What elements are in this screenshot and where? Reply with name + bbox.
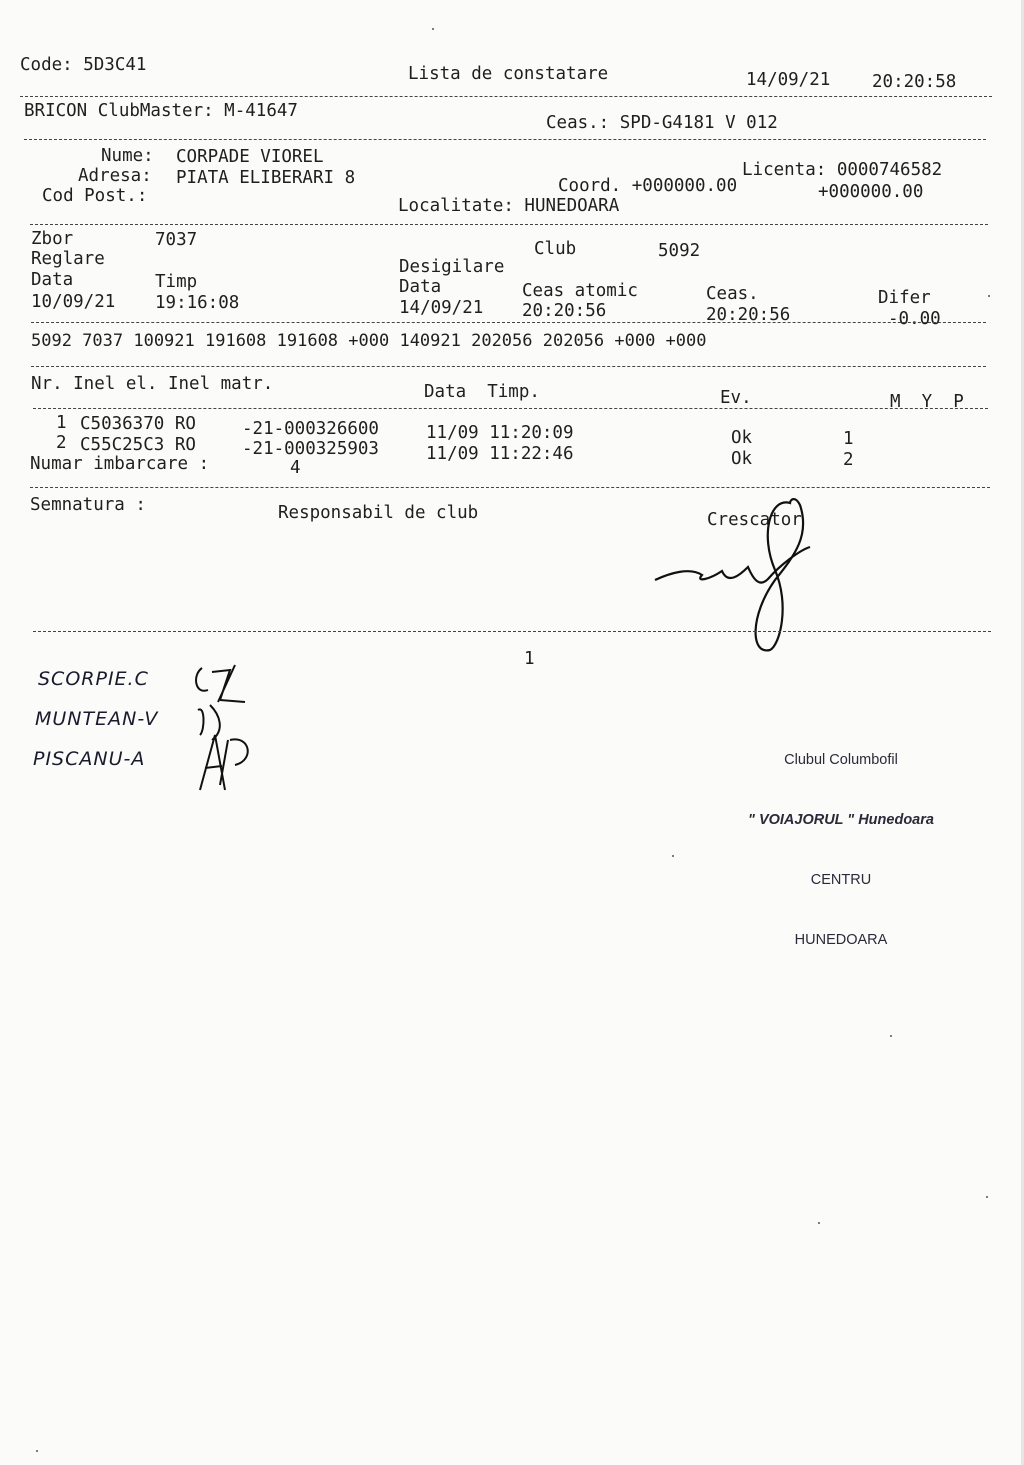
clock-id: Ceas.: SPD-G4181 V 012 bbox=[546, 113, 778, 133]
paper-speck bbox=[432, 28, 434, 30]
paper-speck bbox=[986, 1196, 988, 1198]
coordinate: Coord. +000000.00 bbox=[558, 176, 738, 196]
club-value: 5092 bbox=[658, 241, 701, 261]
reglare-date: 10/09/21 bbox=[31, 292, 116, 312]
locality: Localitate: HUNEDOARA bbox=[398, 196, 620, 216]
page-number: 1 bbox=[524, 649, 535, 669]
stamp-line: HUNEDOARA bbox=[794, 932, 888, 948]
desigilare-label: Desigilare bbox=[399, 257, 505, 277]
difer-value: -0.00 bbox=[888, 309, 941, 329]
handwritten-name: PISCANU-A bbox=[33, 748, 146, 770]
handwritten-name: MUNTEAN-V bbox=[35, 708, 159, 730]
club-responsible-label: Responsabil de club bbox=[278, 503, 479, 523]
event-status: Ok bbox=[731, 449, 753, 469]
paper-speck bbox=[890, 1035, 892, 1037]
coordinate-2: +000000.00 bbox=[818, 182, 924, 202]
row-number: 1 bbox=[56, 413, 67, 433]
document-title: Lista de constatare bbox=[408, 64, 609, 84]
ceas-atomic-value: 20:20:56 bbox=[522, 301, 607, 321]
code-line: 5092 7037 100921 191608 191608 +000 140921 202056 202056 +000 +000 bbox=[31, 331, 707, 351]
desig-date: 14/09/21 bbox=[399, 298, 484, 318]
system-id: BRICON ClubMaster: M-41647 bbox=[24, 101, 298, 121]
ring-matr: -21-000325903 bbox=[242, 439, 379, 459]
divider bbox=[31, 366, 986, 367]
ceas-label: Ceas. bbox=[706, 284, 759, 304]
breeder-signature bbox=[650, 495, 830, 660]
postal-label: Cod Post.: bbox=[42, 186, 148, 206]
committee-signatures bbox=[190, 660, 260, 800]
reglare-label: Reglare bbox=[31, 249, 105, 269]
ceas-atomic-label: Ceas atomic bbox=[522, 281, 638, 301]
rank: 1 bbox=[843, 429, 854, 449]
stamp-line: CENTRU bbox=[810, 872, 872, 888]
document-code: Code: 5D3C41 bbox=[20, 55, 147, 75]
timp-label: Timp bbox=[155, 272, 198, 292]
zbor-value: 7037 bbox=[155, 230, 198, 250]
club-stamp bbox=[726, 710, 956, 970]
rank: 2 bbox=[843, 450, 854, 470]
license-number: Licenta: 0000746582 bbox=[742, 160, 943, 180]
ring-number: C55C25C3 RO bbox=[80, 435, 196, 455]
print-time: 20:20:58 bbox=[872, 72, 957, 92]
header-ev: Ev. bbox=[720, 388, 752, 408]
ceas-value: 20:20:56 bbox=[706, 305, 791, 325]
zbor-label: Zbor bbox=[31, 229, 74, 249]
header-nr-inel: Nr. Inel el. Inel matr. bbox=[31, 374, 274, 394]
arrival-datetime: 11/09 11:22:46 bbox=[426, 444, 574, 464]
divider bbox=[31, 322, 986, 323]
row-number: 2 bbox=[56, 433, 67, 453]
reglare-time: 19:16:08 bbox=[155, 293, 240, 313]
paper-speck bbox=[818, 1222, 820, 1224]
paper-speck bbox=[672, 855, 674, 857]
breeder-label: Crescator bbox=[707, 510, 802, 530]
print-date: 14/09/21 bbox=[746, 70, 831, 90]
signature-label: Semnatura : bbox=[30, 495, 146, 515]
divider bbox=[33, 408, 988, 409]
ring-number: C5036370 RO bbox=[80, 414, 196, 434]
boarding-value: 4 bbox=[290, 458, 301, 478]
stamp-line: " VOIAJORUL " Hunedoara bbox=[748, 812, 934, 828]
address-label: Adresa: bbox=[78, 166, 152, 186]
data-label: Data bbox=[31, 270, 74, 290]
ring-matr: -21-000326600 bbox=[242, 419, 379, 439]
handwritten-name: SCORPIE.C bbox=[38, 668, 149, 690]
divider bbox=[33, 631, 991, 632]
club-label: Club bbox=[534, 239, 577, 259]
event-status: Ok bbox=[731, 428, 753, 448]
header-data-timp: Data Timp. bbox=[424, 382, 540, 402]
difer-label: Difer bbox=[878, 288, 931, 308]
divider bbox=[24, 139, 986, 140]
divider bbox=[20, 96, 992, 97]
name-label: Nume: bbox=[101, 146, 154, 166]
boarding-label: Numar imbarcare : bbox=[30, 454, 210, 474]
address-value: PIATA ELIBERARI 8 bbox=[176, 168, 356, 188]
name-value: CORPADE VIOREL bbox=[176, 147, 324, 167]
desig-data-label: Data bbox=[399, 277, 442, 297]
stamp-line: Clubul Columbofil bbox=[784, 752, 898, 768]
divider bbox=[30, 224, 988, 225]
paper-speck bbox=[988, 295, 990, 297]
header-myp: M Y P bbox=[890, 392, 964, 412]
arrival-datetime: 11/09 11:20:09 bbox=[426, 423, 574, 443]
divider bbox=[30, 487, 990, 488]
paper-speck bbox=[36, 1450, 38, 1452]
